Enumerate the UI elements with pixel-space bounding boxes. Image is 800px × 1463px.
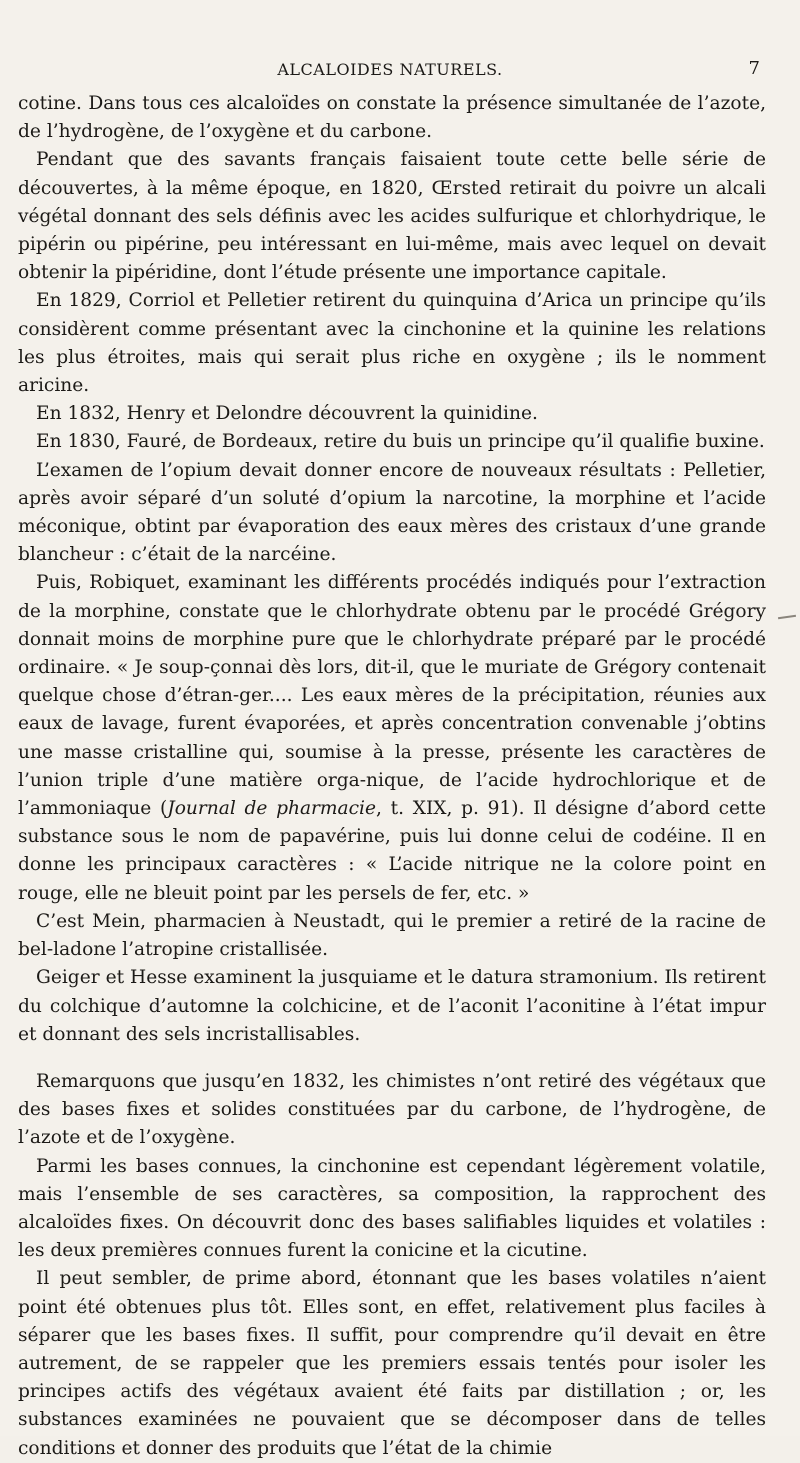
paragraph: C’est Mein, pharmacien à Neustadt, qui le premier a retiré de la racine de bel-ladone l’atropine cristallisée. [18,910,766,961]
paragraph: L’examen de l’opium devait donner encore de nouveaux résultats : Pelletier, après avoir séparé d’un soluté d’opium la narcotine, la morphine et l’acide méconique, obtint par évaporation des eaux mères des cristaux d’une grande blancheur : c’était de la narcéine. [18,459,766,566]
body-text [18,90,766,1463]
paragraph: En 1830, Fauré, de Bordeaux, retire du buis un principe qu’il qualifie buxine. [36,431,765,453]
paragraph: Pendant que des savants français faisaient toute cette belle série de découvertes, à la même époque, en 1820, Œrsted retirait du poivre un alcali végétal donnant des sels définis avec les acides sulfurique et chlorhydrique, le pipérin ou pipérine, peu intéressant en lui-même, mais avec lequel on devait obtenir la pipéridine, dont l’étude présente une importance capitale. [18,149,766,284]
page-number: 7 [748,58,760,79]
paragraph: Parmi les bases connues, la cinchonine est cependant légèrement volatile, mais l’ensemble de ses caractères, sa composition, la rapprochent des alcaloïdes fixes. On découvrit donc des bases salifiables liquides et volatiles : les deux premières connues furent la conicine et la cicutine. [18,1155,766,1262]
paragraph: En 1829, Corriol et Pelletier retirent du quinquina d’Arica un principe qu’ils considèrent comme présentant avec la cinchonine et la quinine les relations les plus étroites, mais qui serait plus riche en oxygène ; ils le nomment aricine. [18,290,766,397]
running-head: ALCALOIDES NATURELS. [277,60,503,79]
paragraph: Geiger et Hesse examinent la jusquiame et le datura stramonium. Ils retirent du colchique d’automne la colchicine, et de l’aconit l’aconitine à l’état impur et donnant des sels incristallisables. [18,967,766,1045]
paragraph [18,569,766,907]
margin-mark [778,615,796,619]
paragraph-text: , t. XIX, p. 91). Il désigne d’abord cette substance sous le nom de papavérine, puis lui donne celui de codéine. Il en donne les principaux caractères : « L’acide nitrique ne la colore point en rouge, elle ne bleuit point par les persels de fer, etc. » [18,798,766,904]
paragraph-text: Puis, Robiquet, examinant les différents procédés indiqués pour l’extraction de la morphine, constate que le chlorhydrate obtenu par le procédé Grégory donnait moins de morphine pure que le chlorhydrate préparé par le procédé ordinaire. « Je soup-çonnai dès lors, dit-il, que le muriate de Grégory contenait quelque chose d’étran-ger.... Les eaux mères de la précipitation, réunies aux eaux de lavage, furent évaporées, et après concentration convenable j’obtins une masse cristalline qui, soumise à la presse, présente les caractères de l’union triple d’une matière orga-nique, de l’acide hydrochlorique et de l’ammoniaque ( [18,572,766,820]
paragraph: cotine. Dans tous ces alcaloïdes on constate la présence simultanée de l’azote, de l’hydrogène, de l’oxygène et du carbone. [18,93,766,143]
paragraph: Remarquons que jusqu’en 1832, les chimistes n’ont retiré des végétaux que des bases fixes et solides constituées par du carbone, de l’hydrogène, de l’azote et de l’oxygène. [18,1070,766,1149]
paragraph: En 1832, Henry et Delondre découvrent la quinidine. [36,403,538,425]
page-header [20,58,760,84]
journal-title: Journal de pharmacie [167,798,377,820]
paragraph: Il peut sembler, de prime abord, étonnant que les bases volatiles n’aient point été obtenues plus tôt. Elles sont, en effet, relativement plus faciles à séparer que les bases fixes. Il suffit, pour comprendre qu’il devait en être autrement, de se rappeler que les premiers essais tentés pour isoler les principes actifs des végétaux avaient été faits par distillation ; or, les substances examinées ne pouvaient que se décomposer dans de telles conditions et donner des produits que l’état de la chimie [18,1268,766,1459]
